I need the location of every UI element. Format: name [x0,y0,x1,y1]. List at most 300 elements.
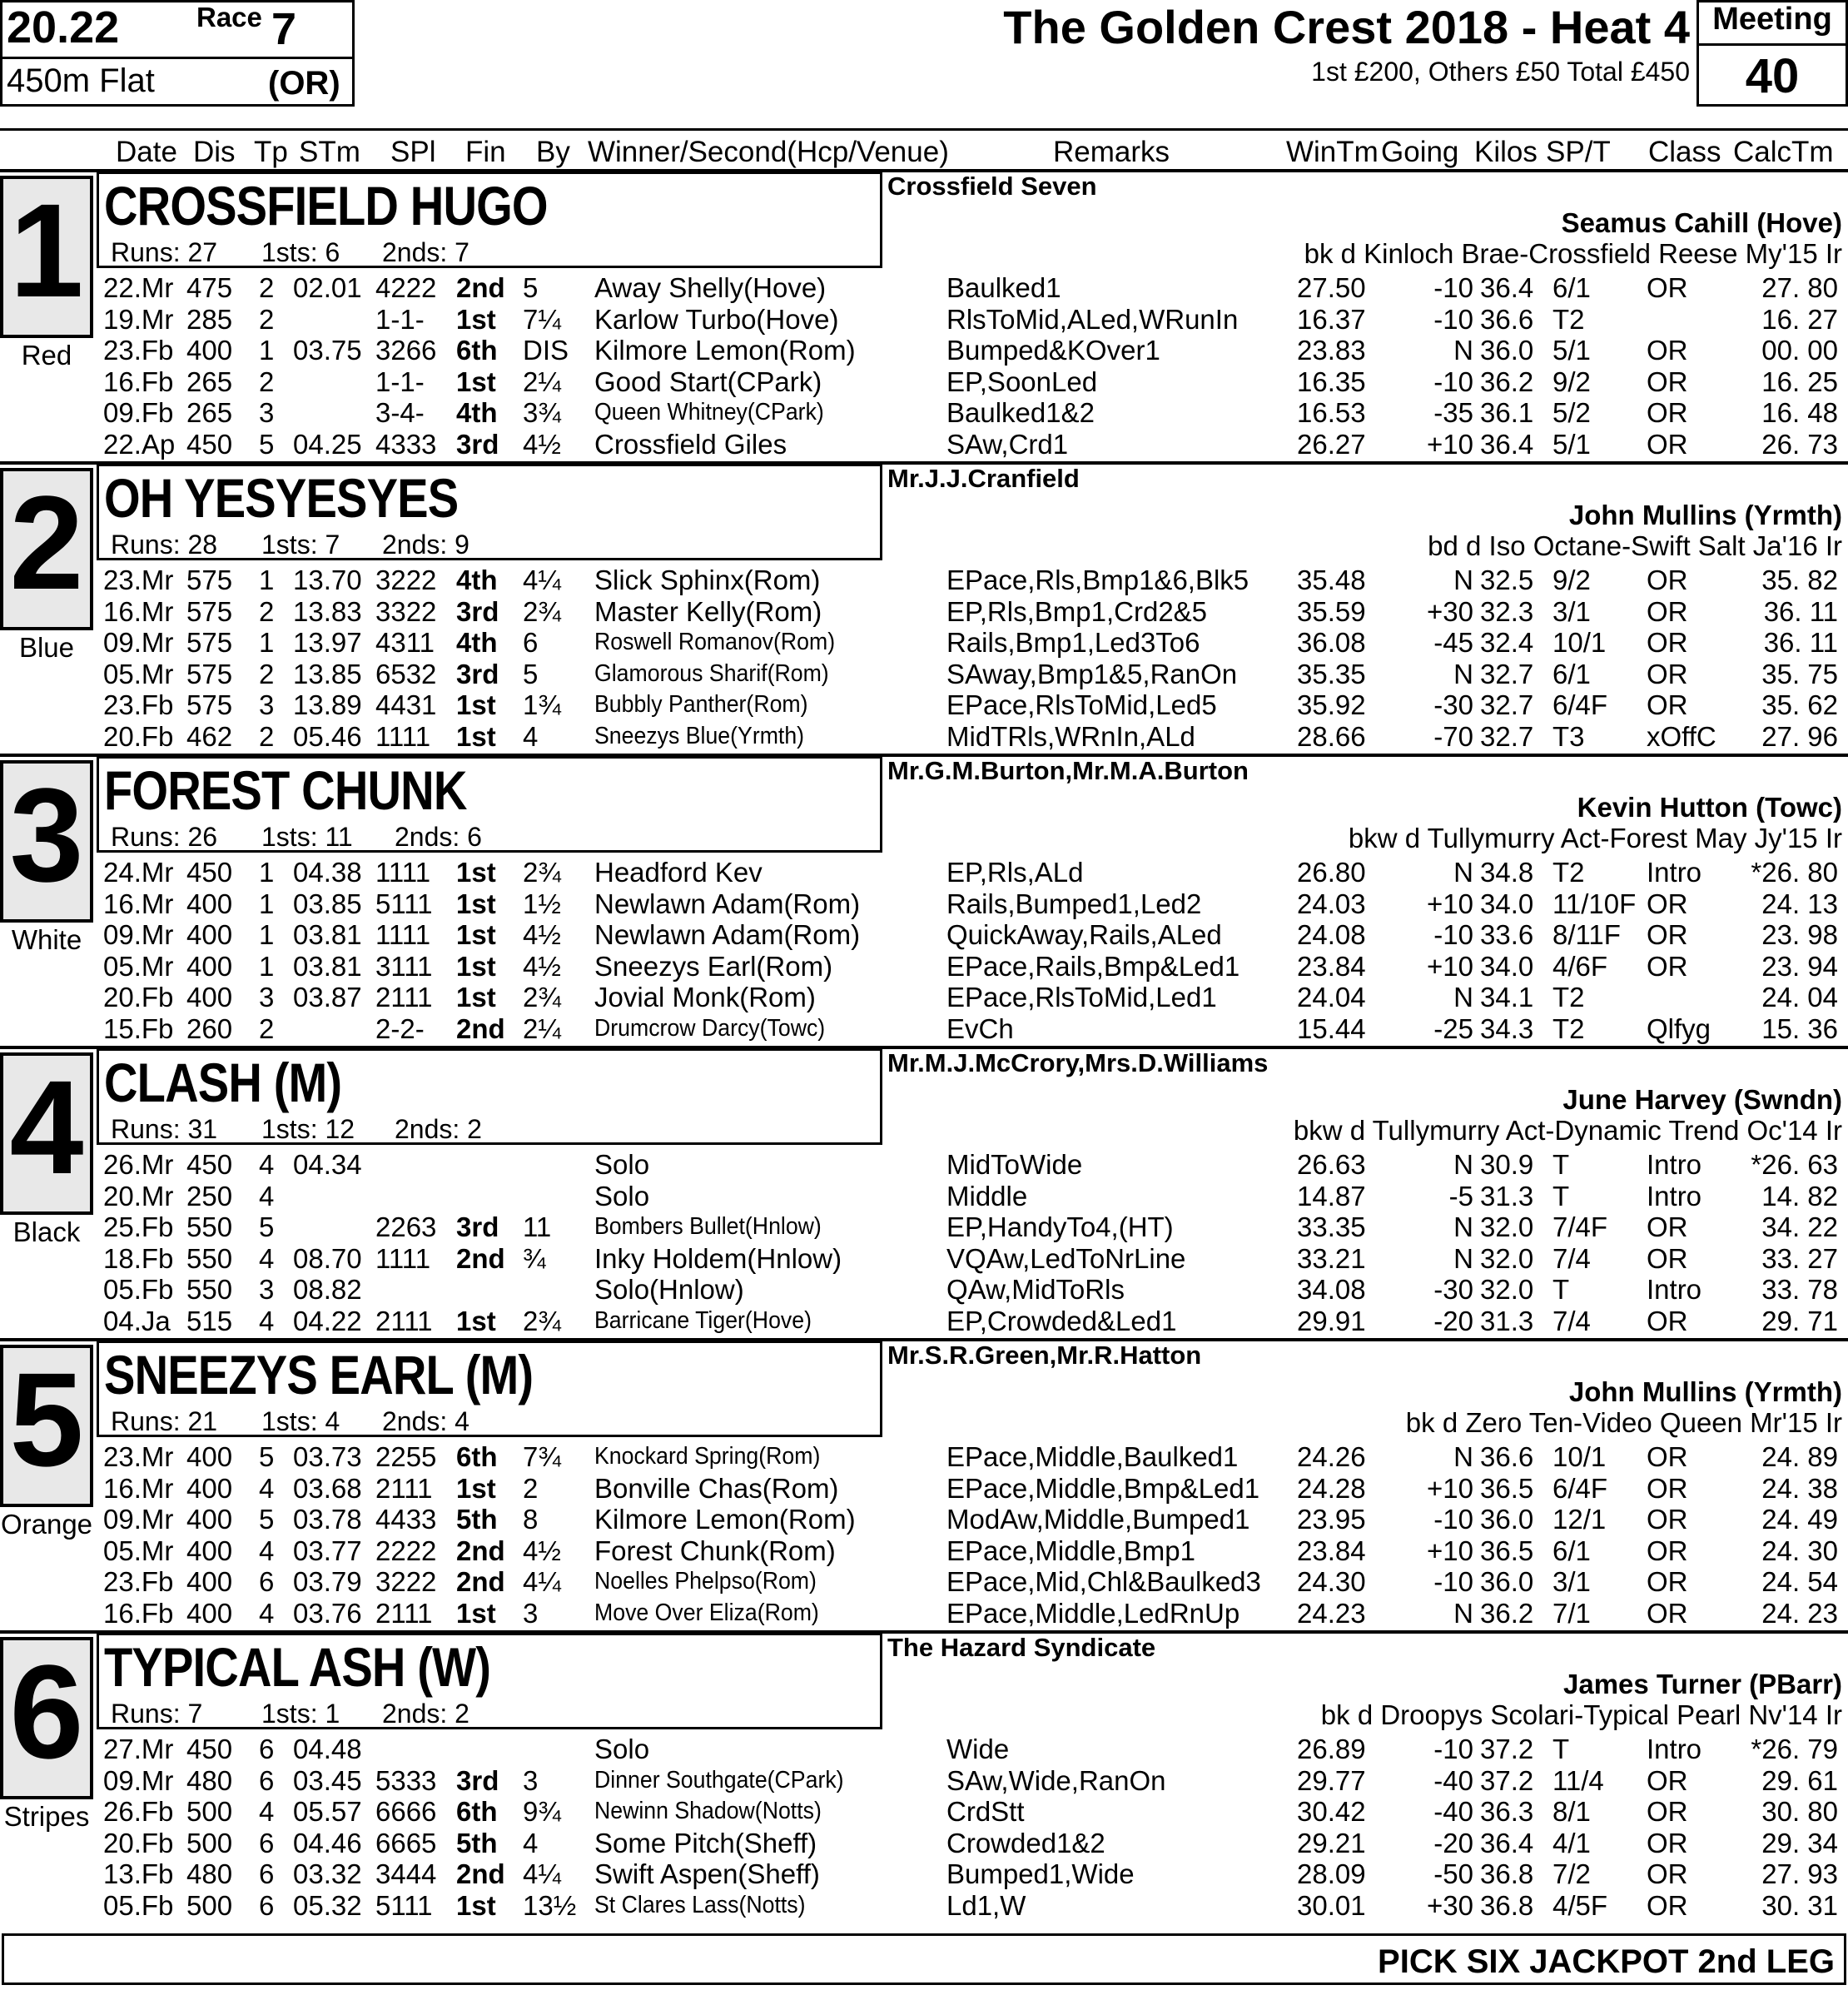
form-calc: 24. 54 [1761,1566,1838,1598]
form-remarks: Wide [946,1734,1010,1764]
form-kilos: 36.6 [1480,303,1534,335]
col-winner: Winner/Second(Hcp/Venue) [588,136,949,168]
form-kilos: 36.0 [1480,335,1534,366]
form-fin: 3rd [456,1211,499,1243]
form-calc: 29. 71 [1761,1306,1838,1336]
col-fin: Fin [465,136,506,168]
form-remarks: SAway,Bmp1&5,RanOn [946,658,1238,689]
form-date: 09.Mr [103,1504,174,1535]
form-by: 4 [523,1827,539,1858]
form-winner: Knockard Spring(Rom) [594,1443,821,1470]
form-going: -10 [1433,366,1473,397]
form-spt: 5/1 [1552,429,1591,460]
form-kilos: 34.1 [1480,982,1534,1013]
form-calc: *26. 80 [1751,857,1838,888]
form-kilos: 32.0 [1480,1211,1534,1243]
form-dis: 575 [186,565,233,595]
form-date: 16.Fb [103,1598,174,1629]
form-fin: 4th [456,627,498,659]
form-class: OR [1647,1504,1688,1535]
form-going: N [1453,1242,1473,1274]
form-kilos: 32.4 [1480,627,1534,659]
form-stm: 02.01 [293,272,362,303]
race-label: Race [196,2,262,32]
form-fin: 2nd [456,1242,505,1274]
form-fin: 2nd [456,272,505,303]
form-going: -30 [1433,689,1473,721]
form-tp: 5 [259,1211,275,1243]
form-class: Intro [1647,1149,1702,1180]
form-tp: 6 [259,1734,275,1764]
footer-text: PICK SIX JACKPOT 2nd LEG [1378,1943,1835,1980]
form-calc: 33. 27 [1761,1242,1838,1274]
trap-color-label: Red [21,340,72,371]
form-class: Intro [1647,1180,1702,1211]
form-kilos: 36.5 [1480,1472,1534,1504]
form-winner: Queen Whitney(CPark) [594,399,824,426]
form-dis: 265 [186,397,233,429]
form-tp: 1 [259,857,275,888]
form-class: OR [1647,366,1688,397]
form-winner: St Clares Lass(Notts) [594,1892,806,1918]
form-remarks: Ld1,W [946,1890,1026,1921]
form-remarks: MidTRls,WRnIn,ALd [946,721,1195,752]
form-spl: 1111 [375,919,431,951]
form-dis: 575 [186,658,233,689]
form-wintm: 28.66 [1297,721,1366,752]
form-spl: 4433 [375,1504,437,1535]
form-tp: 2 [259,1013,275,1044]
form-stm: 03.76 [293,1598,362,1629]
form-tp: 2 [259,303,275,335]
form-row [0,1441,1848,1472]
form-by: 2¼ [523,366,561,397]
form-fin: 1st [456,982,496,1013]
form-by: 4¼ [523,1858,561,1890]
form-class: OR [1647,272,1688,303]
form-by: 13½ [523,1890,577,1921]
form-spl: 5111 [375,888,433,919]
form-calc: 27. 80 [1761,272,1838,303]
form-fin: 3rd [456,595,499,627]
form-stm: 03.77 [293,1535,362,1566]
form-wintm: 30.01 [1297,1890,1366,1921]
form-date: 09.Fb [103,397,174,429]
form-wintm: 24.04 [1297,982,1366,1013]
meeting-label: Meeting [1712,2,1832,37]
form-kilos: 32.3 [1480,595,1534,627]
form-calc: 23. 94 [1761,950,1838,982]
form-going: N [1453,1441,1473,1472]
form-winner: Solo(Hnlow) [594,1274,744,1306]
form-spl: 2111 [375,982,433,1013]
col-tp: Tp [254,136,288,168]
form-kilos: 36.6 [1480,1441,1534,1472]
form-row [0,1473,1848,1504]
form-tp: 5 [259,429,275,460]
form-by: 4½ [523,950,561,982]
form-kilos: 31.3 [1480,1180,1534,1211]
form-calc: 27. 96 [1761,721,1838,752]
race-time: 20.22 [7,2,120,52]
form-row [0,1598,1848,1629]
form-by: 6 [523,627,539,659]
firsts-count: 1sts: 7 [261,530,340,560]
form-winner: Karlow Turbo(Hove) [594,303,839,335]
form-tp: 5 [259,1441,275,1472]
dog-name: TYPICAL ASH (W) [104,1636,491,1698]
form-fin: 4th [456,397,498,429]
form-row [0,1828,1848,1858]
form-tp: 1 [259,565,275,595]
seconds-count: 2nds: 4 [382,1406,469,1436]
form-class: OR [1647,1441,1688,1472]
form-wintm: 35.59 [1297,595,1366,627]
form-dis: 250 [186,1180,233,1211]
dog-name-box [97,1633,882,1729]
form-by: ¾ [523,1242,546,1274]
form-date: 20.Fb [103,1827,174,1858]
form-class: Intro [1647,1734,1702,1764]
form-spt: 6/1 [1552,1535,1591,1566]
form-going: +10 [1427,429,1473,460]
form-spt: 10/1 [1552,1441,1607,1472]
form-class: OR [1647,1796,1688,1828]
firsts-count: 1sts: 4 [261,1406,340,1436]
form-date: 24.Mr [103,857,174,888]
form-kilos: 33.6 [1480,919,1534,951]
form-spt: 7/1 [1552,1598,1591,1629]
form-kilos: 34.0 [1480,888,1534,919]
form-fin: 5th [456,1504,498,1535]
form-row [0,1013,1848,1044]
form-calc: 36. 11 [1763,627,1838,659]
form-row [0,1211,1848,1242]
form-winner: Jovial Monk(Rom) [594,982,816,1013]
form-date: 15.Fb [103,1013,174,1044]
col-stm: STm [299,136,360,168]
form-going: N [1453,658,1473,689]
form-kilos: 32.0 [1480,1242,1534,1274]
form-date: 19.Mr [103,303,174,335]
form-by: 7¾ [523,1441,561,1472]
form-date: 20.Fb [103,982,174,1013]
col-kilos: Kilos [1474,136,1538,168]
form-tp: 2 [259,595,275,627]
form-fin: 1st [456,303,496,335]
form-tp: 1 [259,627,275,659]
form-remarks: VQAw,LedToNrLine [946,1242,1186,1274]
form-spt: 6/1 [1552,272,1591,303]
form-by: 3¾ [523,397,561,429]
form-stm: 03.45 [293,1764,362,1796]
form-spl: 6532 [375,658,437,689]
form-date: 09.Mr [103,627,174,659]
form-by: 4½ [523,429,561,460]
form-tp: 2 [259,721,275,752]
trap-number: 6 [9,1637,84,1786]
form-wintm: 16.35 [1297,366,1366,397]
form-row [0,951,1848,982]
form-wintm: 29.21 [1297,1827,1366,1858]
form-spl: 1111 [375,1242,431,1274]
form-winner: Dinner Southgate(CPark) [594,1766,844,1793]
form-remarks: Baulked1&2 [946,397,1095,429]
form-kilos: 36.8 [1480,1890,1534,1921]
seconds-count: 2nds: 6 [395,822,482,852]
form-fin: 6th [456,1441,498,1472]
form-date: 22.Ap [103,429,176,460]
form-row [0,1566,1848,1597]
form-tp: 3 [259,397,275,429]
form-fin: 6th [456,1796,498,1828]
form-tp: 3 [259,982,275,1013]
breeding-line: bk d Zero Ten-Video Queen Mr'15 Ir [1405,1407,1842,1438]
trap-color-label: Stripes [3,1801,90,1832]
form-class: OR [1647,595,1688,627]
header-rule [0,128,1848,131]
form-spl: 4333 [375,429,437,460]
form-stm: 05.32 [293,1890,362,1921]
form-tp: 3 [259,1274,275,1306]
form-dis: 400 [186,888,233,919]
form-wintm: 35.48 [1297,565,1366,595]
seconds-count: 2nds: 9 [382,530,469,560]
form-stm: 13.89 [293,689,362,721]
form-wintm: 24.03 [1297,888,1366,919]
form-dis: 475 [186,272,233,303]
form-class: OR [1647,658,1688,689]
form-date: 20.Mr [103,1180,174,1211]
form-calc: 35. 75 [1761,658,1838,689]
form-wintm: 26.27 [1297,429,1366,460]
form-fin: 1st [456,1598,496,1629]
form-calc: 27. 93 [1761,1858,1838,1890]
trap-color-label: Orange [0,1509,93,1540]
col-class: Class [1648,136,1721,168]
col-by: By [536,136,570,168]
form-class: OR [1647,1242,1688,1274]
form-date: 16.Fb [103,366,174,397]
form-wintm: 29.77 [1297,1764,1366,1796]
form-stm: 08.82 [293,1274,362,1306]
form-winner: Sneezys Earl(Rom) [594,950,833,982]
form-fin: 2nd [456,1566,505,1598]
form-dis: 400 [186,335,233,366]
form-tp: 4 [259,1796,275,1828]
form-dis: 500 [186,1796,233,1828]
form-row [0,335,1848,366]
form-dis: 285 [186,303,233,335]
form-wintm: 34.08 [1297,1274,1366,1306]
form-by: 4½ [523,1535,561,1566]
form-winner: Newlawn Adam(Rom) [594,888,861,919]
form-date: 05.Fb [103,1890,174,1921]
form-dis: 450 [186,1149,233,1180]
form-fin: 2nd [456,1535,505,1566]
form-calc: 33. 78 [1761,1274,1838,1306]
form-kilos: 34.3 [1480,1013,1534,1044]
firsts-count: 1sts: 1 [261,1699,340,1729]
form-fin: 2nd [456,1013,505,1044]
form-spl: 6665 [375,1827,437,1858]
form-going: +10 [1427,1472,1473,1504]
owner-name: Mr.M.J.McCrory,Mrs.D.Williams [887,1048,1269,1077]
form-class: OR [1647,397,1688,429]
form-spt: 10/1 [1552,627,1607,659]
form-winner: Solo [594,1734,650,1764]
form-remarks: EP,Rls,ALd [946,857,1084,888]
form-kilos: 36.3 [1480,1796,1534,1828]
form-spt: 6/1 [1552,658,1591,689]
form-going: -25 [1433,1013,1473,1044]
form-going: +10 [1427,1535,1473,1566]
form-fin: 5th [456,1827,498,1858]
form-wintm: 27.50 [1297,272,1366,303]
dog-name-box [97,172,882,268]
form-wintm: 14.87 [1297,1180,1366,1211]
form-row [0,721,1848,752]
form-date: 05.Mr [103,950,174,982]
form-date: 26.Mr [103,1149,174,1180]
firsts-count: 1sts: 12 [261,1114,355,1144]
form-spt: 7/4 [1552,1306,1591,1336]
form-fin: 1st [456,1472,496,1504]
form-by: 5 [523,272,539,303]
form-row [0,272,1848,303]
form-fin: 4th [456,565,498,595]
form-calc: *26. 63 [1751,1149,1838,1180]
form-remarks: QuickAway,Rails,ALed [946,919,1222,951]
form-fin: 2nd [456,1858,505,1890]
form-remarks: EPace,Middle,Baulked1 [946,1441,1239,1472]
race-number: 7 [271,4,297,54]
form-spl: 1111 [375,721,431,752]
form-going: N [1453,1598,1473,1629]
form-calc: 24. 38 [1761,1472,1838,1504]
seconds-count: 2nds: 2 [395,1114,482,1144]
form-stm: 13.85 [293,658,362,689]
col-calctm: CalcTm [1733,136,1834,168]
form-remarks: CrdStt [946,1796,1025,1828]
trap-number: 4 [9,1052,84,1201]
form-remarks: ModAw,Middle,Bumped1 [946,1504,1250,1535]
form-wintm: 26.89 [1297,1734,1366,1764]
form-calc: 16. 48 [1761,397,1838,429]
form-kilos: 37.2 [1480,1764,1534,1796]
form-remarks: EPace,Middle,Bmp1 [946,1535,1195,1566]
form-stm: 03.81 [293,950,362,982]
form-going: -35 [1433,397,1473,429]
form-remarks: QAw,MidToRls [946,1274,1125,1306]
form-wintm: 35.92 [1297,689,1366,721]
form-calc: 24. 13 [1761,888,1838,919]
owner-name: The Hazard Syndicate [887,1633,1156,1662]
form-by: 2¾ [523,1306,561,1336]
form-remarks: Middle [946,1180,1028,1211]
form-going: -10 [1433,919,1473,951]
form-date: 23.Fb [103,335,174,366]
form-kilos: 36.8 [1480,1858,1534,1890]
form-kilos: 32.7 [1480,658,1534,689]
form-spt: T3 [1552,721,1585,752]
form-date: 23.Fb [103,1566,174,1598]
form-going: -10 [1433,1504,1473,1535]
form-spt: T2 [1552,303,1585,335]
form-winner: Good Start(CPark) [594,366,822,397]
form-winner: Bubbly Panther(Rom) [594,691,808,719]
form-row [0,1504,1848,1535]
trainer-name: John Mullins (Yrmth) [1568,500,1842,530]
trainer-name: Seamus Cahill (Hove) [1561,207,1842,238]
form-stm: 13.70 [293,565,362,595]
form-spl: 4311 [375,627,435,659]
form-wintm: 24.26 [1297,1441,1366,1472]
form-spl: 3266 [375,335,437,366]
firsts-count: 1sts: 11 [261,822,353,852]
form-by: 2¾ [523,595,561,627]
form-wintm: 23.95 [1297,1504,1366,1535]
form-going: N [1453,565,1473,595]
meeting-divider [1696,43,1848,46]
form-row [0,689,1848,720]
form-by: 2¾ [523,857,561,888]
form-dis: 260 [186,1013,233,1044]
form-row [0,982,1848,1012]
form-by: 11 [523,1211,552,1243]
form-spt: T [1552,1274,1570,1306]
form-dis: 500 [186,1827,233,1858]
form-spt: 7/2 [1552,1858,1591,1890]
form-spl: 3111 [375,950,433,982]
form-winner: Glamorous Sharif(Rom) [594,659,829,687]
col-date: Date [116,136,177,168]
form-dis: 450 [186,429,233,460]
form-date: 23.Mr [103,1441,174,1472]
form-fin: 1st [456,950,496,982]
form-calc: 30. 31 [1761,1890,1838,1921]
form-calc: 29. 61 [1761,1764,1838,1796]
form-tp: 1 [259,919,275,951]
form-dis: 450 [186,857,233,888]
breeding-line: bkw d Tullymurry Act-Forest May Jy'15 Ir [1348,823,1842,853]
form-stm: 03.68 [293,1472,362,1504]
breeding-line: bk d Droopys Scolari-Typical Pearl Nv'14 Ir [1320,1699,1842,1730]
form-wintm: 16.37 [1297,303,1366,335]
form-date: 23.Mr [103,565,174,595]
form-fin: 1st [456,919,496,951]
form-row [0,888,1848,919]
form-spl: 3222 [375,1566,437,1598]
form-kilos: 30.9 [1480,1149,1534,1180]
form-remarks: EP,SoonLed [946,366,1098,397]
firsts-count: 1sts: 6 [261,237,340,267]
form-spl: 2263 [375,1211,437,1243]
form-date: 16.Mr [103,595,174,627]
form-by: 5 [523,658,539,689]
form-spt: 4/5F [1552,1890,1608,1921]
trap-color-label: Black [12,1216,81,1247]
form-calc: 24. 04 [1761,982,1838,1013]
form-fin: 1st [456,366,496,397]
form-stm: 04.34 [293,1149,362,1180]
form-winner: Inky Holdem(Hnlow) [594,1242,842,1274]
form-by: 3 [523,1598,539,1629]
form-spt: 12/1 [1552,1504,1607,1535]
form-spl: 2111 [375,1306,433,1336]
race-title: The Golden Crest 2018 - Heat 4 [1003,1,1690,53]
form-date: 23.Fb [103,689,174,721]
